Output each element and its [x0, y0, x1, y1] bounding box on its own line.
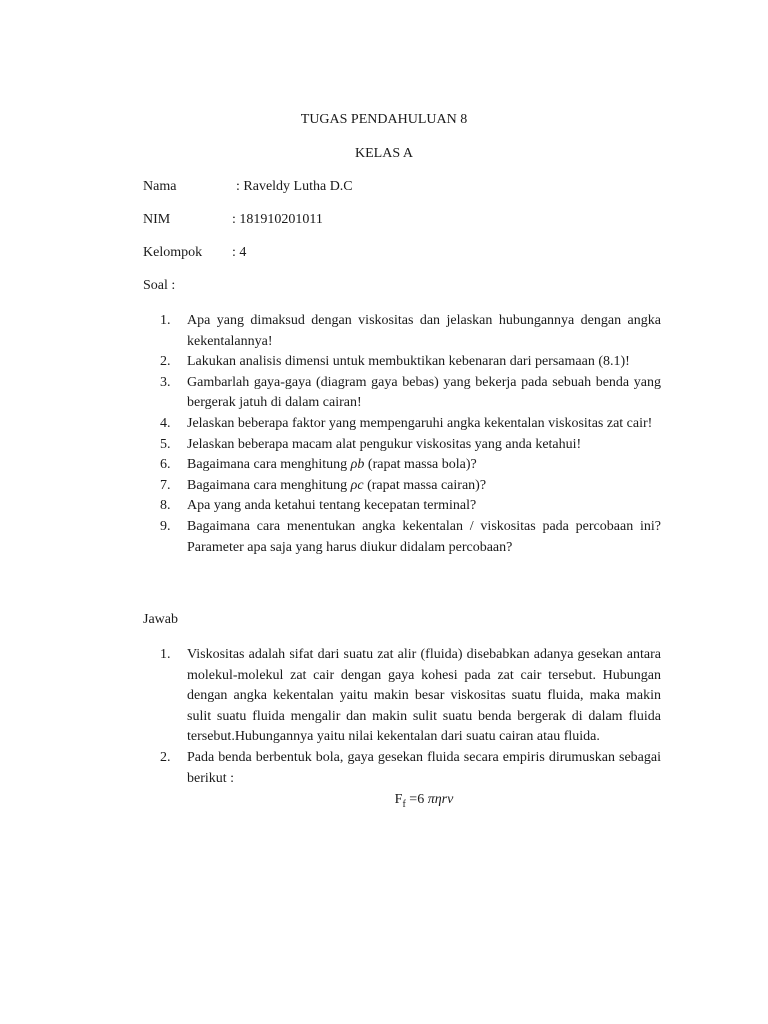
item-number: 1.: [160, 647, 171, 662]
item-number: 2.: [160, 749, 171, 765]
formula-rhs: =6: [405, 792, 428, 808]
group-label: Kelompok: [143, 245, 203, 260]
item-number: 8.: [160, 498, 171, 514]
list-item: [150, 748, 661, 816]
question-text-pre: Bagaimana cara menghitung: [187, 477, 351, 493]
nim-label: NIM: [143, 212, 171, 227]
nim-value: : 181910201011: [232, 212, 323, 227]
question-text: [187, 476, 661, 497]
document-title: TUGAS PENDAHULUAN 8: [300, 112, 468, 127]
jawab-heading: Jawab: [143, 612, 178, 627]
formula-subscript: f: [402, 798, 406, 810]
answer-text: Pada benda berbentuk bola, gaya gesekan fluida secara empiris dirumuskan sebagai berikut :: [187, 749, 661, 786]
question-text-pre: Bagaimana cara menghitung: [187, 457, 351, 473]
question-text: Jelaskan beberapa macam alat pengukur viskositas yang anda ketahui!: [187, 436, 582, 452]
formula-variables: πηrv: [427, 792, 454, 808]
list-item: [150, 455, 661, 476]
question-text: Apa yang dimaksud dengan viskositas dan jelaskan hubungannya dengan angka kekentalannya!: [187, 313, 661, 349]
item-number: 2.: [160, 354, 171, 370]
friction-formula: [187, 790, 661, 815]
list-item: [150, 311, 661, 352]
formula-lhs: F: [394, 792, 403, 808]
list-item: [150, 645, 661, 748]
rho-b-symbol: ρb: [350, 457, 365, 473]
list-item: [150, 476, 661, 497]
item-number: 6.: [160, 457, 171, 473]
question-text-post: (rapat massa bola)?: [364, 457, 477, 473]
answer-text: Viskositas adalah sifat dari suatu zat alir (fluida) disebabkan adanya gesekan antara molekul-molekul zat cair dengan gaya kohesi pada zat cair tersebut. Hubungan dengan angka kekentalan yaitu makin besar viskositas suatu fluida, maka makin sulit suatu fluida mengalir dan makin sulit suatu benda bergerak di dalam fluida tersebut.Hubungannya yaitu nilai kekentalan dari suatu cairan atau fluida.: [187, 647, 661, 745]
list-item: [150, 352, 661, 373]
question-list: [150, 311, 661, 558]
group-value: : 4: [232, 245, 247, 260]
question-text: Gambarlah gaya-gaya (diagram gaya bebas) yang bekerja pada sebuah benda yang bergerak jatuh di dalam cairan!: [187, 374, 661, 411]
item-number: 1.: [160, 313, 171, 328]
question-text: Jelaskan beberapa faktor yang mempengaruhi angka kekentalan viskositas zat cair!: [187, 415, 653, 431]
list-item: [150, 435, 661, 456]
list-item: [150, 414, 661, 435]
question-text: Lakukan analisis dimensi untuk membuktikan kebenaran dari persamaan (8.1)!: [187, 354, 630, 370]
rho-c-symbol: ρc: [350, 477, 364, 493]
item-number: 3.: [160, 374, 171, 390]
list-item: [150, 517, 661, 558]
soal-heading: Soal :: [143, 278, 176, 293]
item-number: 9.: [160, 518, 171, 534]
name-label: Nama: [143, 179, 177, 194]
answer-list: [150, 645, 661, 816]
question-text-post: (rapat massa cairan)?: [363, 477, 487, 493]
question-text: Bagaimana cara menentukan angka kekentalan / viskositas pada percobaan ini? Parameter apa saja yang harus diukur didalam percobaan?: [187, 518, 661, 555]
list-item: [150, 373, 661, 414]
class-label: KELAS A: [355, 146, 413, 161]
item-number: 7.: [160, 477, 171, 493]
question-text: [187, 455, 661, 476]
item-number: 4.: [160, 415, 171, 431]
item-number: 5.: [160, 436, 171, 452]
question-text: Apa yang anda ketahui tentang kecepatan terminal?: [187, 498, 477, 514]
name-value: : Raveldy Lutha D.C: [236, 179, 353, 194]
list-item: [150, 496, 661, 517]
